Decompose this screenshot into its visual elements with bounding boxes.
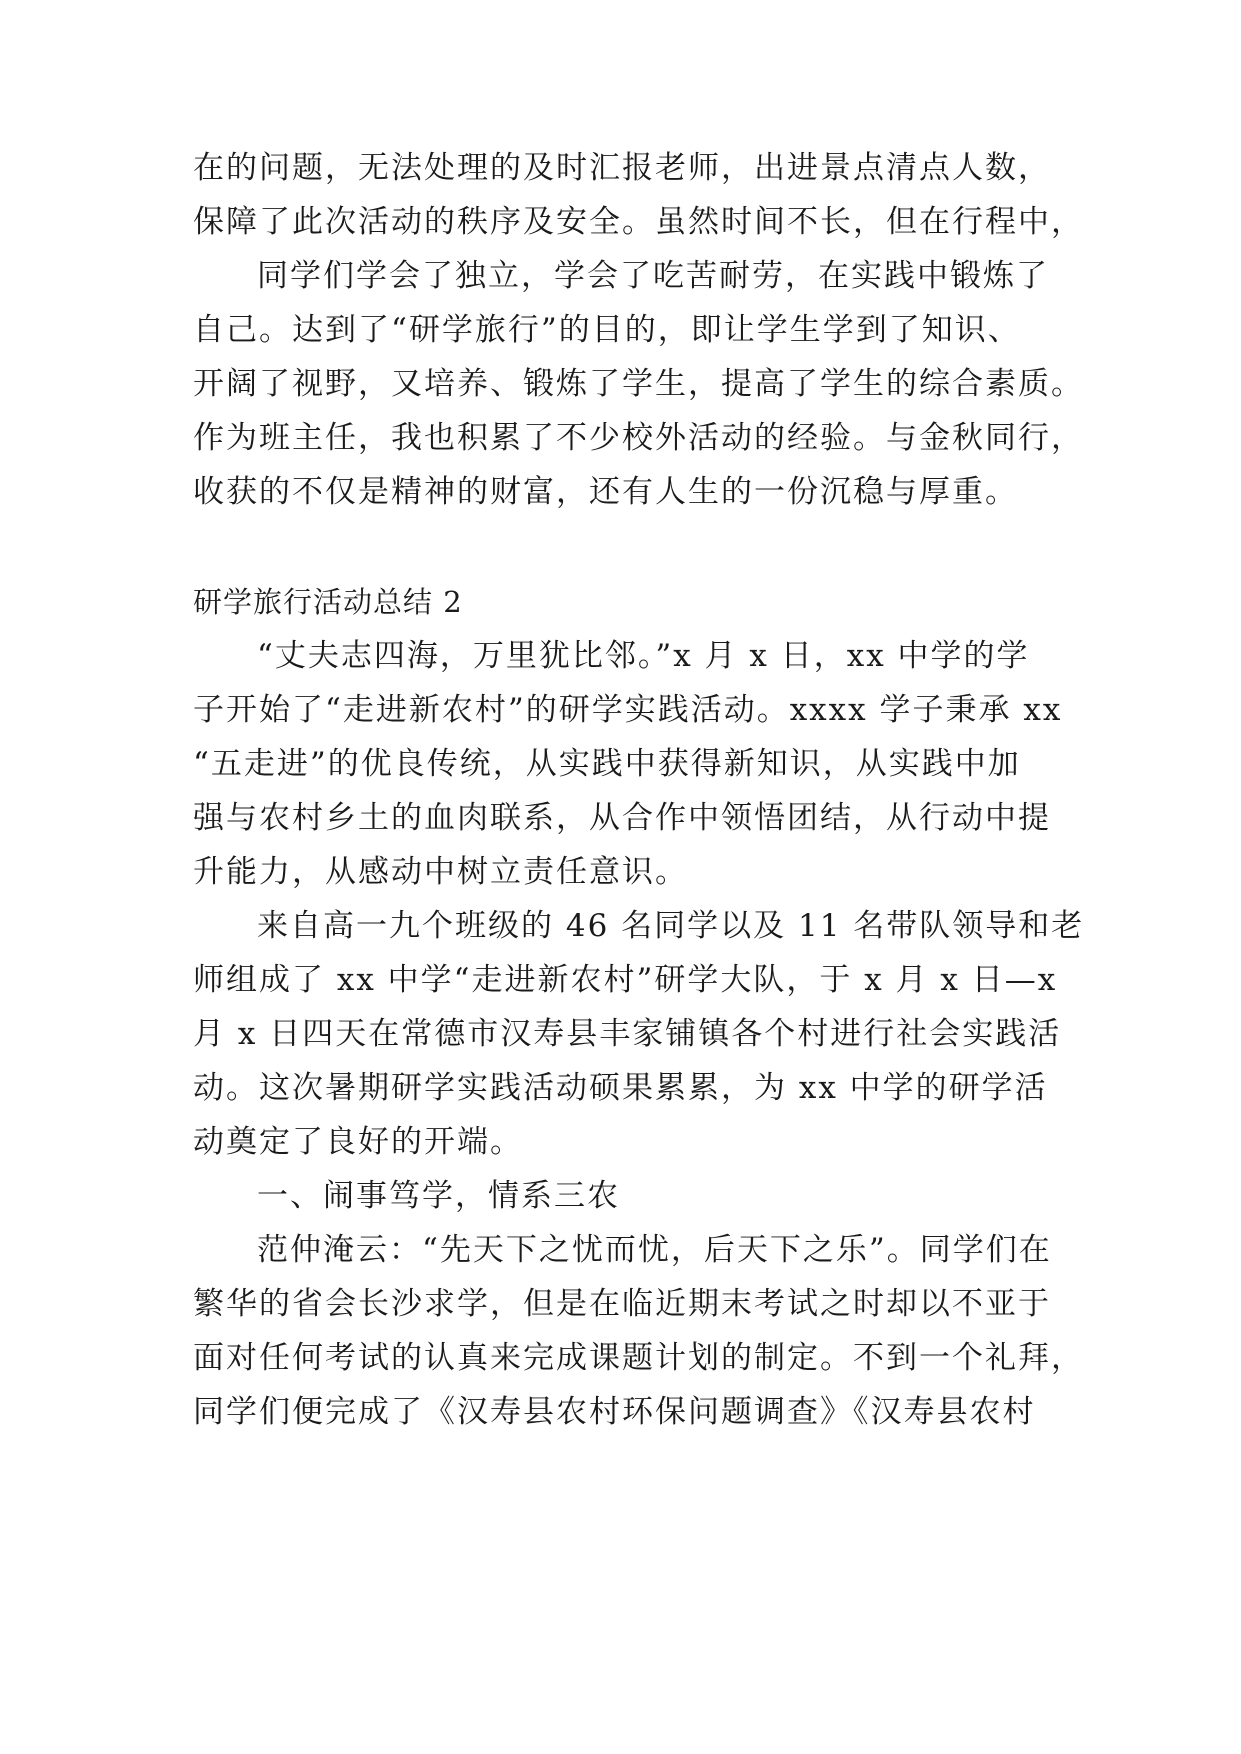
- paragraph-line: 同学们学会了独立，学会了吃苦耐劳，在实践中锻炼了: [257, 258, 1049, 294]
- paragraph-line: 升能力，从感动中树立责任意识。: [193, 854, 688, 890]
- paragraph-line: 开阔了视野，又培养、锻炼了学生，提高了学生的综合素质。: [193, 366, 1084, 402]
- paragraph-line: 动奠定了良好的开端。: [193, 1124, 523, 1160]
- paragraph-line: 自己。达到了“研学旅行”的目的，即让学生学到了知识、: [193, 312, 1021, 348]
- paragraph-line: 范仲淹云：“先天下之忧而忧，后天下之乐”。同学们在: [257, 1232, 1052, 1268]
- paragraph-line: 收获的不仅是精神的财富，还有人生的一份沉稳与厚重。: [193, 474, 1018, 510]
- paragraph-line: 动。这次暑期研学实践活动硕果累累，为 xx 中学的研学活: [193, 1070, 1048, 1106]
- paragraph-line: 保障了此次活动的秩序及安全。虽然时间不长，但在行程中，: [193, 204, 1084, 240]
- paragraph-line: 子开始了“走进新农村”的研学实践活动。xxxx 学子秉承 xx: [193, 692, 1063, 728]
- paragraph-line: 来自高一九个班级的 46 名同学以及 11 名带队领导和老: [257, 908, 1085, 944]
- paragraph-line: 面对任何考试的认真来完成课题计划的制定。不到一个礼拜，: [193, 1340, 1084, 1376]
- paragraph-line: 作为班主任，我也积累了不少校外活动的经验。与金秋同行，: [193, 420, 1084, 456]
- paragraph-line: 繁华的省会长沙求学，但是在临近期末考试之时却以不亚于: [193, 1286, 1051, 1322]
- paragraph-line: 同学们便完成了《汉寿县农村环保问题调查》《汉寿县农村: [193, 1394, 1036, 1430]
- paragraph-line: “五走进”的优良传统，从实践中获得新知识，从实践中加: [193, 746, 1021, 782]
- paragraph-line: 师组成了 xx 中学“走进新农村”研学大队，于 x 月 x 日—x: [193, 962, 1058, 998]
- paragraph-line: 强与农村乡土的血肉联系，从合作中领悟团结，从行动中提: [193, 800, 1051, 836]
- paragraph-line: 在的问题，无法处理的及时汇报老师，出进景点清点人数，: [193, 150, 1051, 186]
- paragraph-line: 月 x 日四天在常德市汉寿县丰家铺镇各个村进行社会实践活: [193, 1016, 1062, 1052]
- subheading: 一、闹事笃学，情系三农: [257, 1178, 620, 1214]
- section-title: 研学旅行活动总结 2: [193, 585, 463, 619]
- paragraph-line: “丈夫志四海，万里犹比邻。”x 月 x 日，xx 中学的学: [257, 638, 1030, 674]
